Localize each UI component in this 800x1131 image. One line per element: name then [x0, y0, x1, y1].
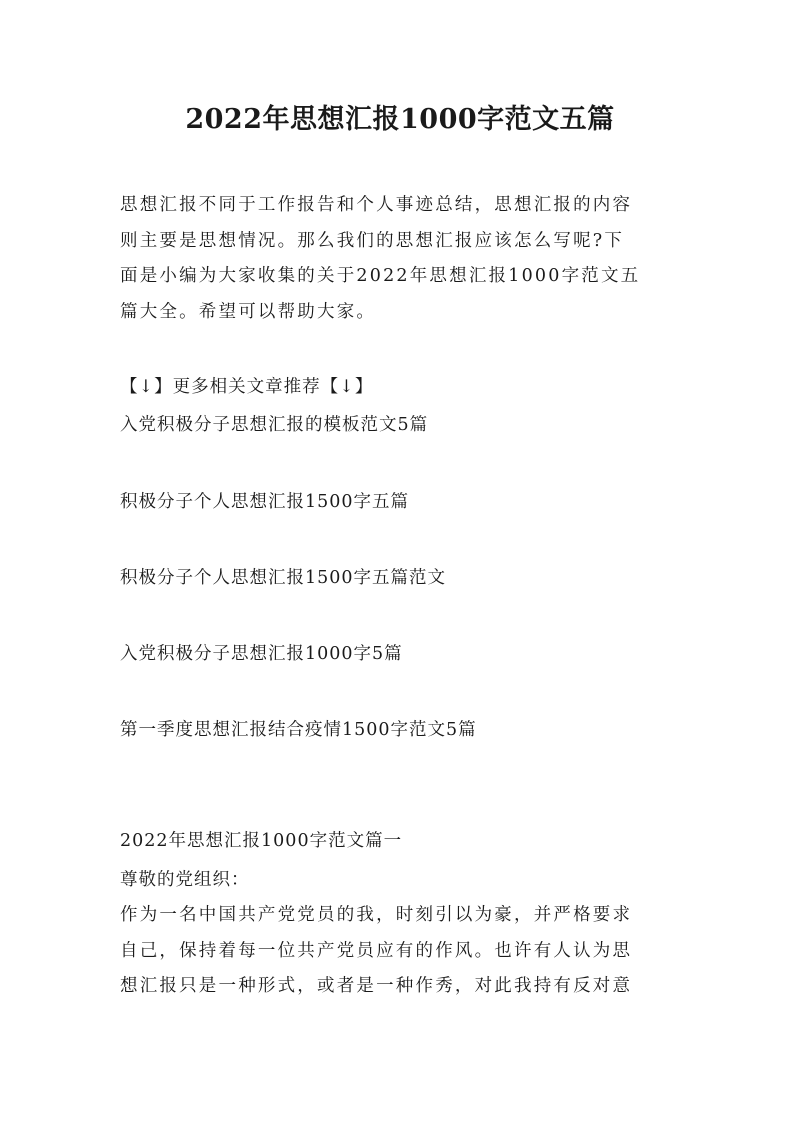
recommend-link[interactable]: 入党积极分子思想汇报的模板范文5篇	[120, 415, 429, 435]
intro-paragraph	[120, 188, 690, 330]
intro-line: 面是小编为大家收集的关于2022年思想汇报1000字范文五	[120, 266, 641, 286]
intro-line: 思想汇报不同于工作报告和个人事迹总结，思想汇报的内容	[120, 195, 633, 215]
body-line: 作为一名中国共产党党员的我，时刻引以为豪，并严格要求	[120, 905, 633, 925]
recommend-link[interactable]: 积极分子个人思想汇报1500字五篇范文	[120, 568, 447, 588]
recommend-header: 【↓】更多相关文章推荐【↓】	[120, 377, 374, 397]
section-title: 2022年思想汇报1000字范文篇一	[120, 831, 403, 851]
body-line: 想汇报只是一种形式，或者是一种作秀，对此我持有反对意	[120, 976, 633, 996]
salutation: 尊敬的党组织：	[120, 870, 250, 890]
recommend-link[interactable]: 积极分子个人思想汇报1500字五篇	[120, 492, 410, 512]
recommend-link[interactable]: 入党积极分子思想汇报1000字5篇	[120, 644, 403, 664]
body-paragraph	[120, 898, 690, 1005]
document-title: 2022年思想汇报1000字范文五篇	[185, 104, 615, 135]
intro-line: 篇大全。希望可以帮助大家。	[120, 301, 377, 322]
intro-line: 则主要是思想情况。那么我们的思想汇报应该怎么写呢?下	[120, 230, 625, 251]
body-line: 自己，保持着每一位共产党员应有的作风。也许有人认为思	[120, 940, 633, 961]
recommend-link[interactable]: 第一季度思想汇报结合疫情1500字范文5篇	[120, 720, 477, 740]
